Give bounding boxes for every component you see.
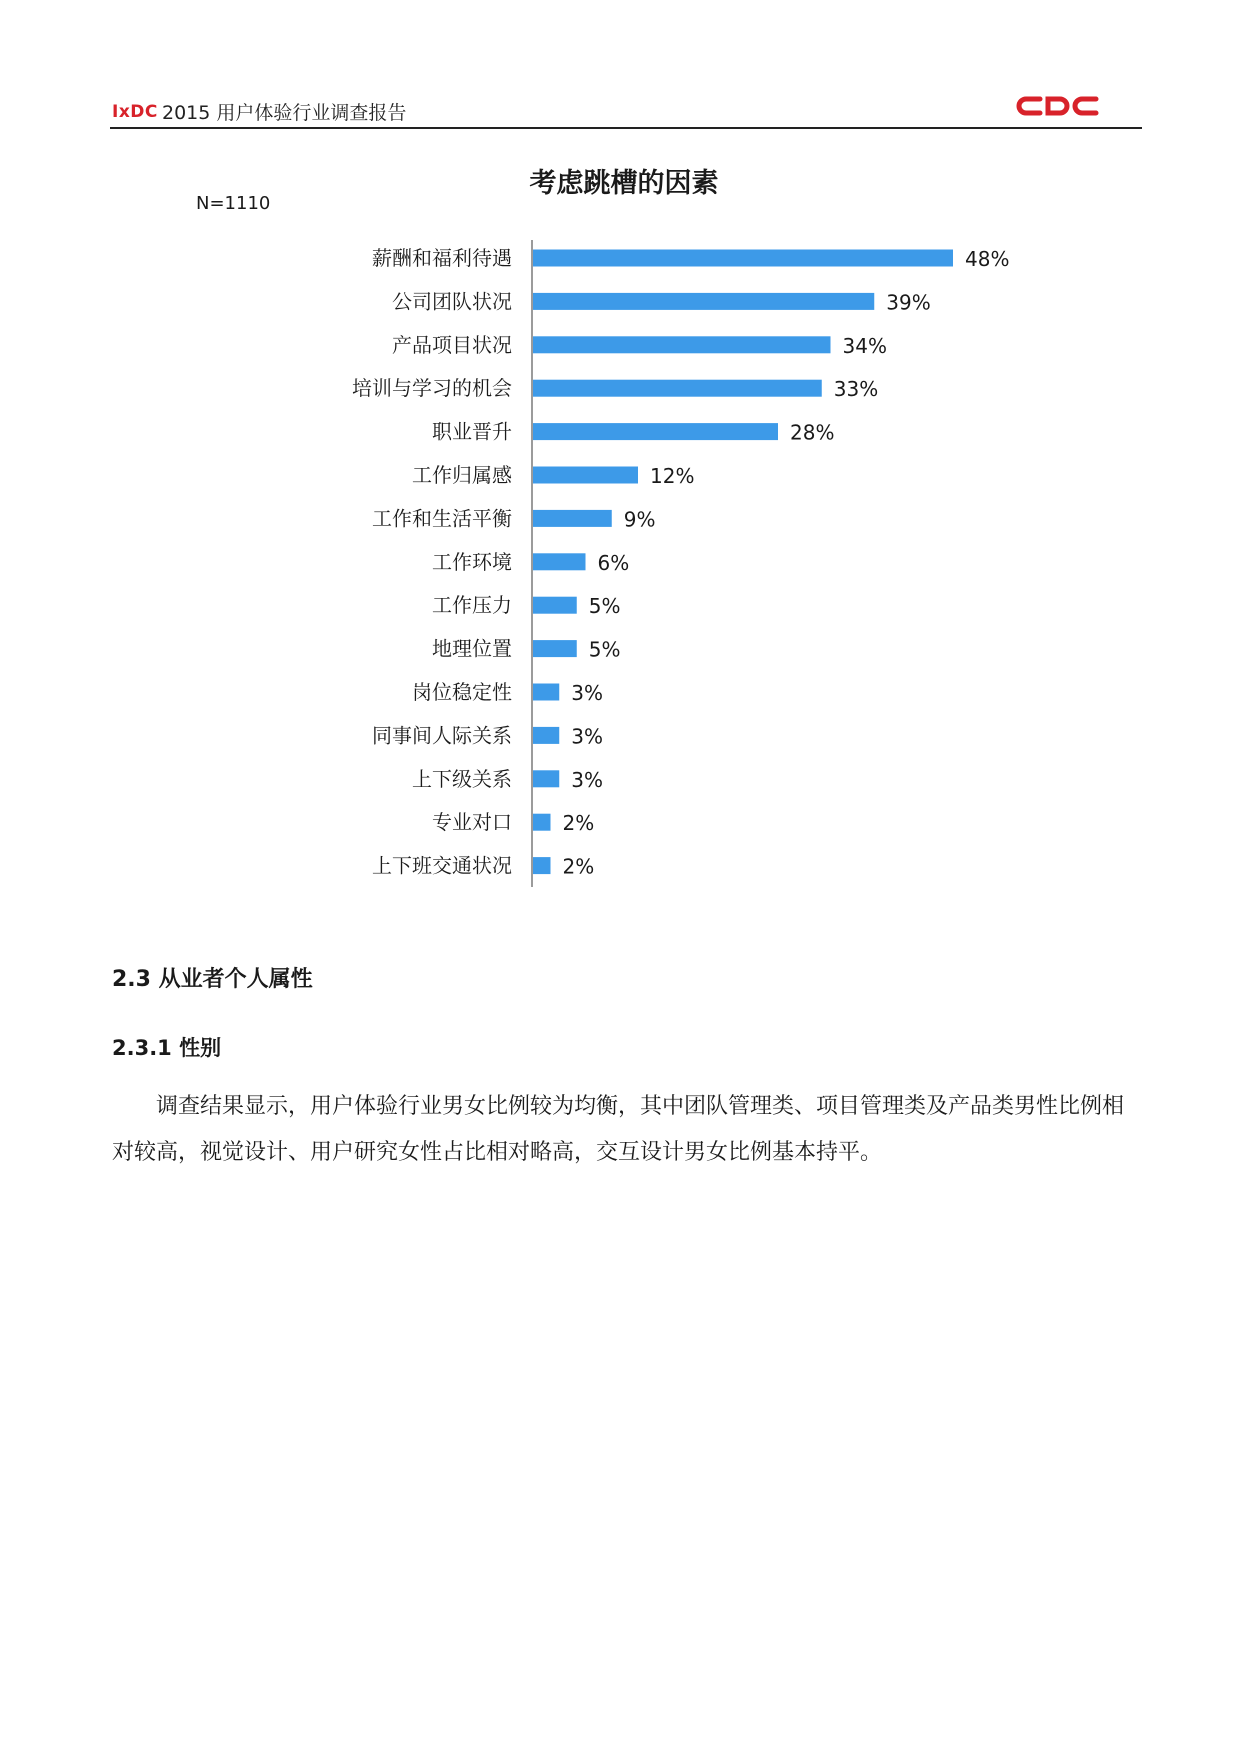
bar	[533, 727, 559, 744]
category-label: 上下级关系	[412, 766, 512, 791]
data-label: 3%	[571, 681, 603, 705]
bar-chart	[0, 160, 1240, 900]
section-title: 2.3 从业者个人属性	[112, 967, 313, 992]
bar	[533, 597, 577, 614]
bar	[533, 857, 551, 874]
category-label: 薪酬和福利待遇	[372, 246, 512, 270]
bar	[533, 640, 577, 657]
data-label: 5%	[588, 594, 621, 619]
category-label: 同事间人际关系	[372, 723, 512, 748]
data-label: 5%	[588, 637, 621, 662]
data-label: 34%	[842, 333, 887, 358]
category-label: 工作归属感	[412, 463, 512, 487]
category-label: 工作和生活平衡	[372, 506, 512, 531]
bar	[533, 423, 778, 440]
cdc-logo-icon	[1016, 94, 1106, 118]
data-label: 2%	[562, 811, 595, 836]
bar	[533, 380, 822, 397]
data-label: 9%	[623, 507, 656, 532]
bar	[533, 467, 638, 484]
report-title: 2015 用户体验行业调查报告	[162, 102, 407, 124]
header-divider	[110, 127, 1142, 129]
category-label: 专业对口	[432, 810, 512, 835]
category-label: 产品项目状况	[392, 332, 512, 357]
body-paragraph: 调查结果显示，用户体验行业男女比例较为均衡，其中团队管理类、项目管理类及产品类男性比例相对较高，视觉设计、用户研究女性占比相对略高，交互设计男女比例基本持平。	[112, 1094, 1125, 1165]
data-label: 48%	[965, 247, 1010, 271]
category-label: 培训与学习的机会	[352, 376, 512, 401]
data-label: 6%	[597, 550, 630, 575]
ixdc-brand: IxDC	[112, 102, 158, 122]
bar	[533, 293, 874, 310]
bar	[533, 814, 551, 831]
category-label: 工作压力	[432, 593, 512, 618]
data-label: 2%	[562, 854, 595, 879]
bar	[533, 336, 831, 353]
chart-canvas	[0, 160, 1240, 900]
category-label: 上下班交通状况	[372, 853, 512, 878]
bar	[533, 553, 586, 570]
category-label: 职业晋升	[432, 419, 512, 444]
category-label: 工作环境	[432, 549, 512, 574]
category-label: 岗位稳定性	[412, 680, 512, 704]
data-label: 28%	[790, 420, 835, 445]
sample-size-note: N=1110	[196, 193, 271, 214]
subsection-title: 2.3.1 性别	[112, 1036, 222, 1060]
bar	[533, 510, 612, 527]
category-label: 地理位置	[432, 636, 512, 661]
data-label: 39%	[886, 290, 931, 315]
category-label: 公司团队状况	[392, 289, 512, 314]
data-label: 3%	[571, 724, 603, 749]
data-label: 12%	[650, 464, 695, 488]
bar	[533, 770, 559, 787]
bar	[533, 684, 559, 701]
page-header	[110, 94, 1142, 130]
chart-title: 考虑跳槽的因素	[529, 168, 719, 199]
bar	[533, 250, 953, 267]
data-label: 3%	[571, 767, 603, 792]
data-label: 33%	[833, 377, 879, 402]
